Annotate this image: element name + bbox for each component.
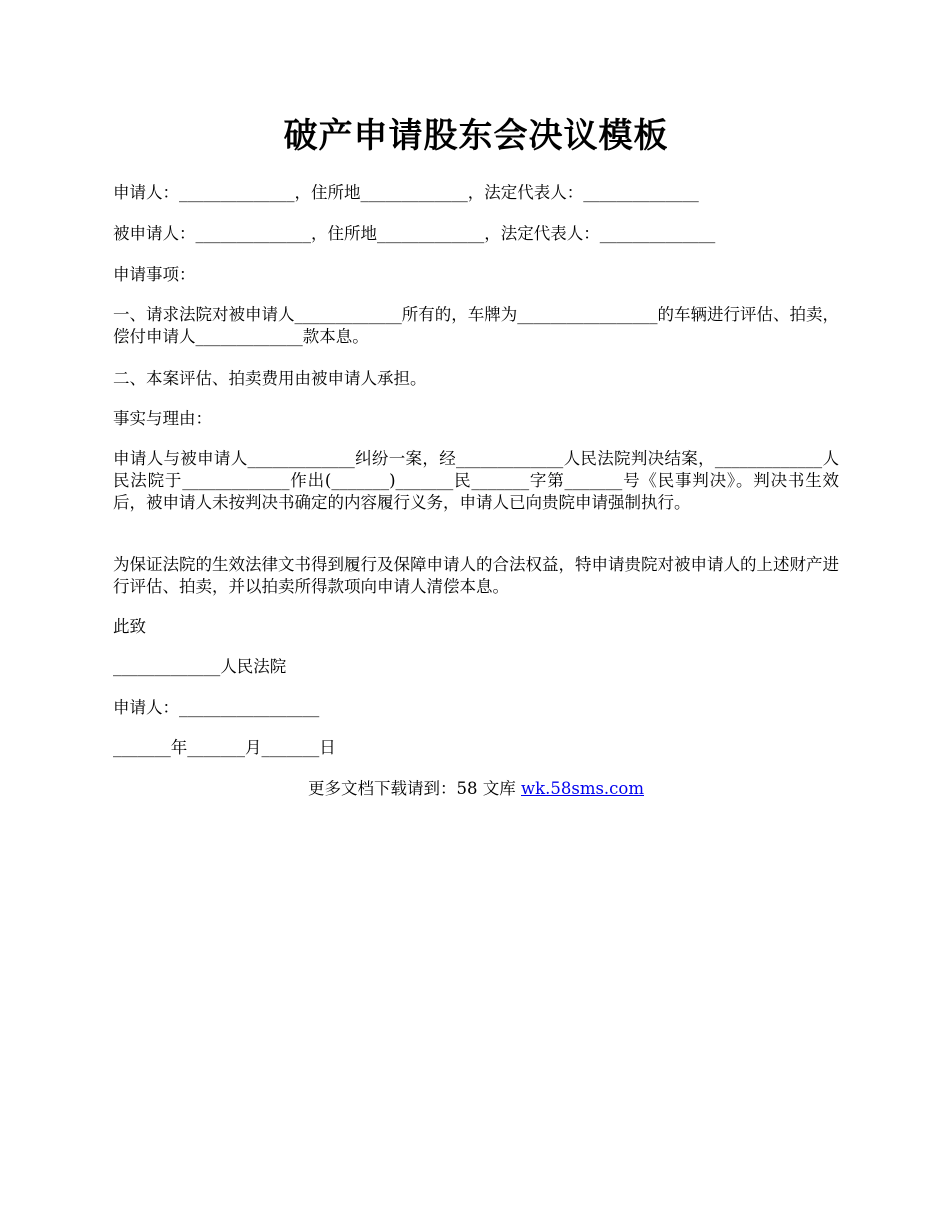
request-item-2: 二、本案评估、拍卖费用由被申请人承担。 (113, 369, 427, 388)
footer-prefix: 更多文档下载请到：58 文库 (307, 779, 521, 798)
date-line: _______年_______月_______日 (113, 738, 336, 757)
facts-paragraph: 申请人与被申请人_____________纠纷一案，经_____________人民法院判决结案，_____________人民法院于_____________作出(_______)_______民_______字第_______号《民事判决》。判决书生效后，被申请人未按判决书确定的内容履行义务，申请人已向贵院申请强制执行。 (113, 449, 839, 512)
respondent-line: 被申请人：______________，住所地_____________，法定代表人：______________ (113, 224, 716, 243)
request-heading: 申请事项： (113, 265, 196, 284)
court-line: _____________人民法院 (113, 657, 287, 676)
footer-link[interactable]: wk.58sms.com (520, 779, 644, 798)
footer (113, 778, 839, 800)
closing-text: 此致 (113, 617, 146, 636)
purpose-paragraph: 为保证法院的生效法律文书得到履行及保障申请人的合法权益，特申请贵院对被申请人的上述财产进行评估、拍卖，并以拍卖所得款项向申请人清偿本息。 (113, 555, 839, 596)
facts-heading: 事实与理由： (113, 409, 212, 428)
document-title: 破产申请股东会决议模板 (283, 116, 669, 156)
signature-line: 申请人：_________________ (113, 698, 320, 717)
applicant-line: 申请人：______________，住所地_____________，法定代表人：______________ (113, 183, 699, 202)
request-item-1: 一、请求法院对被申请人_____________所有的，车牌为_________________的车辆进行评估、拍卖，偿付申请人_____________款本息。 (113, 305, 839, 346)
